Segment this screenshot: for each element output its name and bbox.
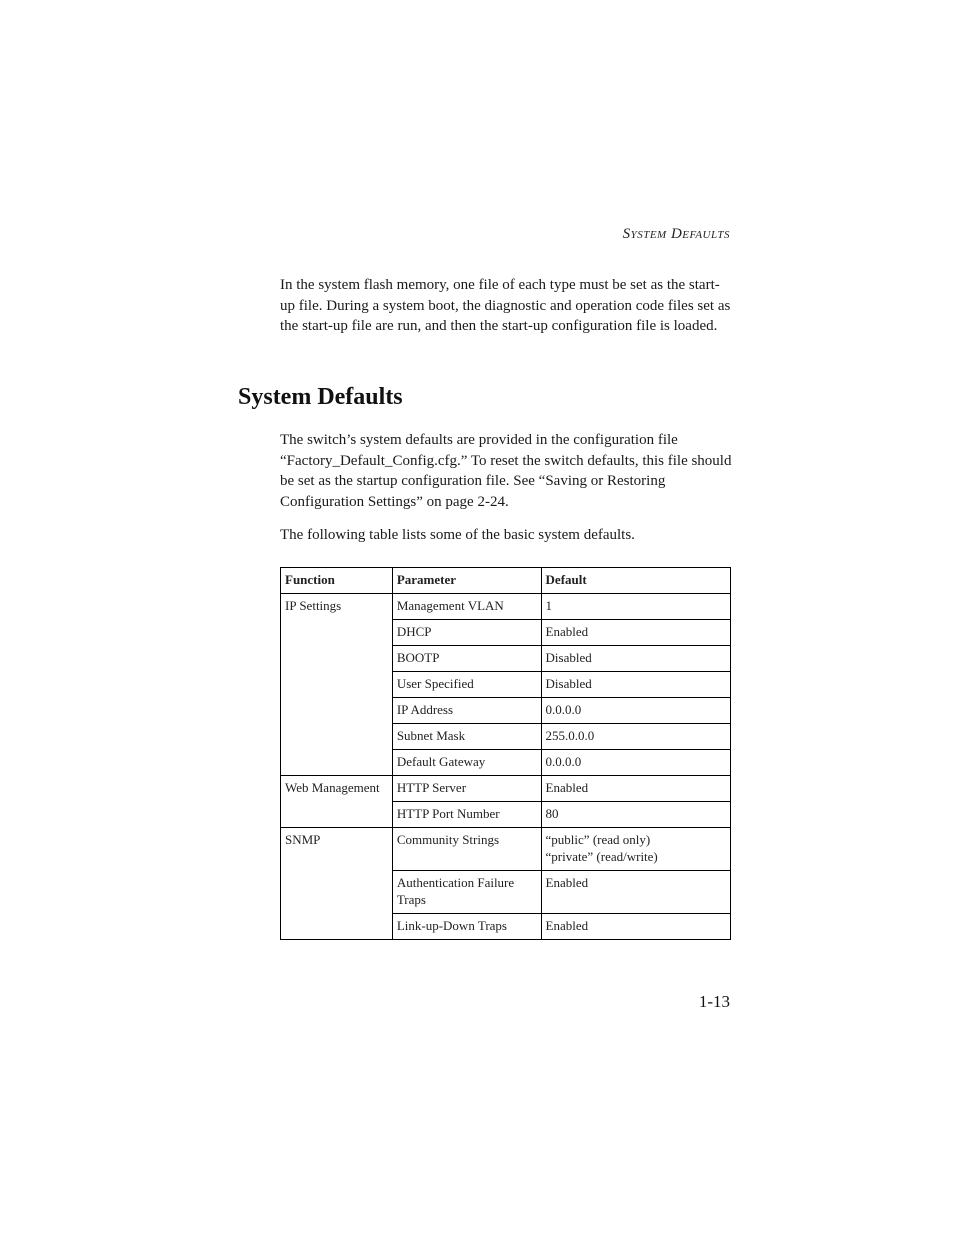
table-header-row (281, 568, 731, 594)
header-parameter: Parameter (392, 568, 541, 594)
parameter-cell: DHCP (392, 620, 541, 646)
running-header: System Defaults (622, 226, 730, 242)
parameter-cell: BOOTP (392, 646, 541, 672)
parameter-cell: HTTP Port Number (392, 802, 541, 828)
parameter-cell: Link-up-Down Traps (392, 914, 541, 940)
section-title: System Defaults (238, 384, 403, 410)
header-default: Default (541, 568, 730, 594)
default-cell: 1 (541, 594, 730, 620)
parameter-cell: Default Gateway (392, 750, 541, 776)
parameter-cell: User Specified (392, 672, 541, 698)
page-number: 1-13 (698, 992, 730, 1011)
header-function: Function (281, 568, 393, 594)
default-cell: 255.0.0.0 (541, 724, 730, 750)
parameter-cell: HTTP Server (392, 776, 541, 802)
table-row (281, 828, 731, 871)
parameter-cell: Community Strings (392, 828, 541, 871)
parameter-cell: IP Address (392, 698, 541, 724)
parameter-cell: Authentication Failure Traps (392, 871, 541, 914)
table-intro-paragraph: The following table lists some of the basic system defaults. (280, 527, 635, 543)
default-cell: Enabled (541, 871, 730, 914)
parameter-cell: Management VLAN (392, 594, 541, 620)
default-cell: Disabled (541, 672, 730, 698)
default-line: “private” (read/write) (545, 849, 658, 864)
intro-paragraph: In the system flash memory, one file of each type must be set as the start-up file. During a system boot, the diagnostic and operation code files set as the start-up file are run, and then the start-up configuration file is loaded. (280, 277, 731, 334)
defaults-description-paragraph: The switch’s system defaults are provided in the configuration file “Factory_Default_Config.cfg.” To reset the switch defaults, this file should be set as the startup configuration file. See “Saving or Restoring Configuration Settings” on page 2-24. (280, 432, 732, 510)
function-cell-web-management: Web Management (281, 776, 393, 828)
default-cell (541, 828, 730, 871)
default-cell: 80 (541, 802, 730, 828)
default-cell: 0.0.0.0 (541, 750, 730, 776)
default-cell: Enabled (541, 914, 730, 940)
default-cell: Disabled (541, 646, 730, 672)
function-cell-ip-settings: IP Settings (281, 594, 393, 776)
system-defaults-table (280, 567, 731, 940)
table-row (281, 776, 731, 802)
default-cell: Enabled (541, 776, 730, 802)
default-cell: Enabled (541, 620, 730, 646)
default-line: “public” (read only) (545, 832, 651, 847)
function-cell-snmp: SNMP (281, 828, 393, 940)
default-cell: 0.0.0.0 (541, 698, 730, 724)
parameter-cell: Subnet Mask (392, 724, 541, 750)
table-row (281, 594, 731, 620)
